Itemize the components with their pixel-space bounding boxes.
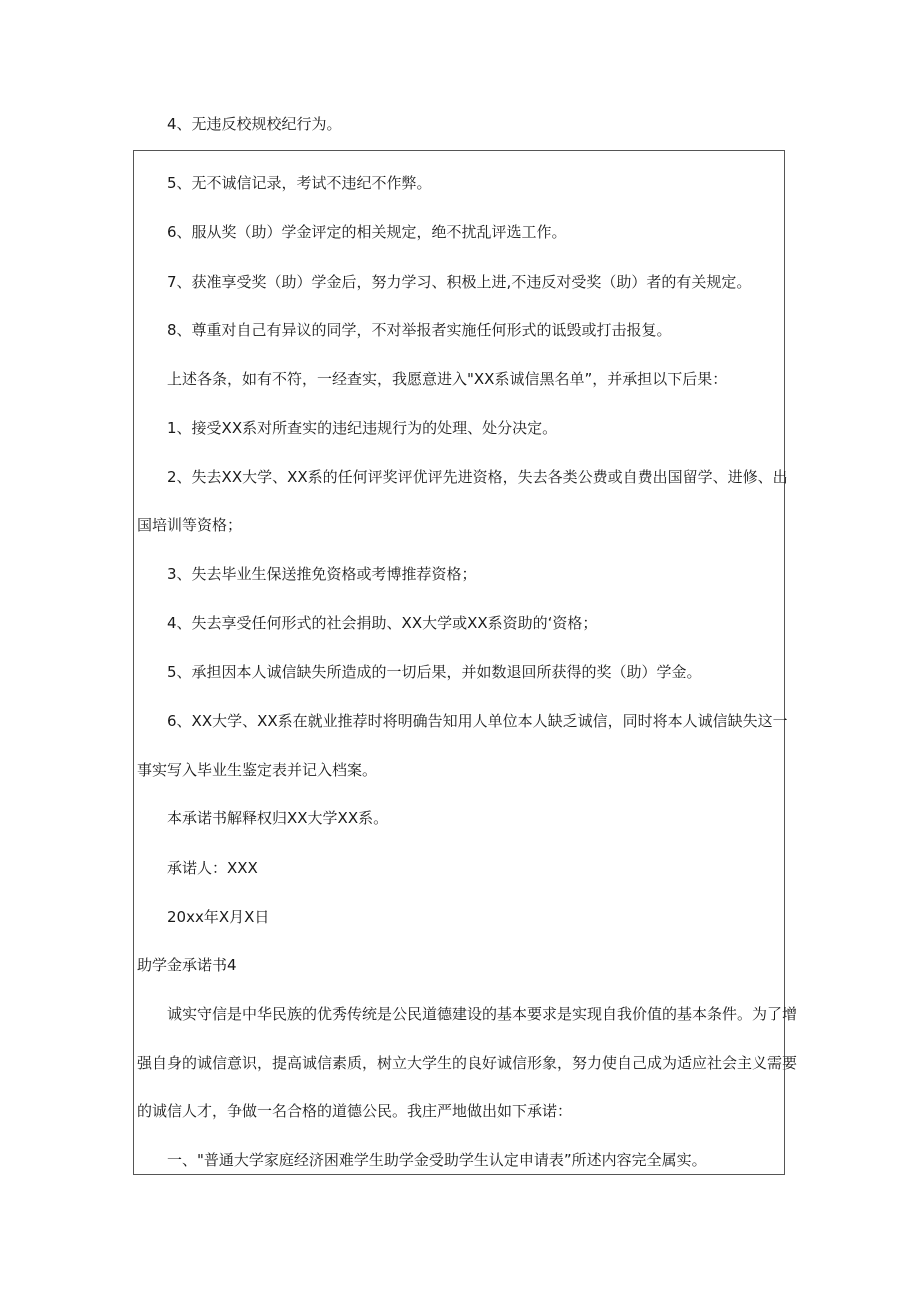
text-line: 7、获准享受奖（助）学金后，努力学习、积极上进,不违反对受奖（助）者的有关规定。 (167, 273, 752, 291)
text-line: 2、失去XX大学、XX系的任何评奖评优评先进资格，失去各类公费或自费出国留学、进修、出 (167, 468, 788, 486)
text-line: 诚实守信是中华民族的优秀传统是公民道德建设的基本要求是实现自我价值的基本条件。为了增 (167, 1005, 798, 1023)
text-line: 本承诺书解释权归XX大学XX系。 (167, 809, 389, 827)
text-line: 4、失去享受任何形式的社会捐助、XX大学或XX系资助的‘资格； (167, 614, 598, 632)
text-line: 上述各条，如有不符，一经查实，我愿意进入"XX系诚信黑名单”，并承担以下后果： (167, 370, 728, 388)
text-line: 5、无不诚信记录，考试不违纪不作弊。 (167, 174, 432, 192)
text-line: 国培训等资格； (137, 516, 243, 534)
text-line: 5、承担因本人诚信缺失所造成的一切后果，并如数退回所获得的奖（助）学金。 (167, 663, 702, 681)
text-line: 强自身的诚信意识，提高诚信素质，树立大学生的良好诚信形象，努力使自己成为适应社会主义需要 (137, 1054, 798, 1072)
signatory-line: 承诺人：XXX (167, 859, 258, 877)
text-line: 8、尊重对自己有异议的同学，不对举报者实施任何形式的诋毁或打击报复。 (167, 321, 672, 339)
section-title: 助学金承诺书4 (137, 956, 237, 974)
text-line: 3、失去毕业生保送推免资格或考博推荐资格； (167, 565, 477, 583)
text-line: 1、接受XX系对所查实的违纪违规行为的处理、处分决定。 (167, 419, 558, 437)
text-line: 事实写入毕业生鉴定表并记入档案。 (137, 761, 378, 779)
text-line: 4、无违反校规校纪行为。 (167, 115, 342, 133)
text-line: 6、服从奖（助）学金评定的相关规定，绝不扰乱评选工作。 (167, 223, 567, 241)
date-line: 20xx年X月X日 (167, 908, 270, 926)
text-line: 的诚信人才，争做一名合格的道德公民。我庄严地做出如下承诺： (137, 1102, 573, 1120)
text-line: 6、XX大学、XX系在就业推荐时将明确告知用人单位本人缺乏诚信，同时将本人诚信缺失这一 (167, 712, 788, 730)
text-line: 一、"普通大学家庭经济困难学生助学金受助学生认定申请表”所述内容完全属实。 (167, 1151, 707, 1169)
